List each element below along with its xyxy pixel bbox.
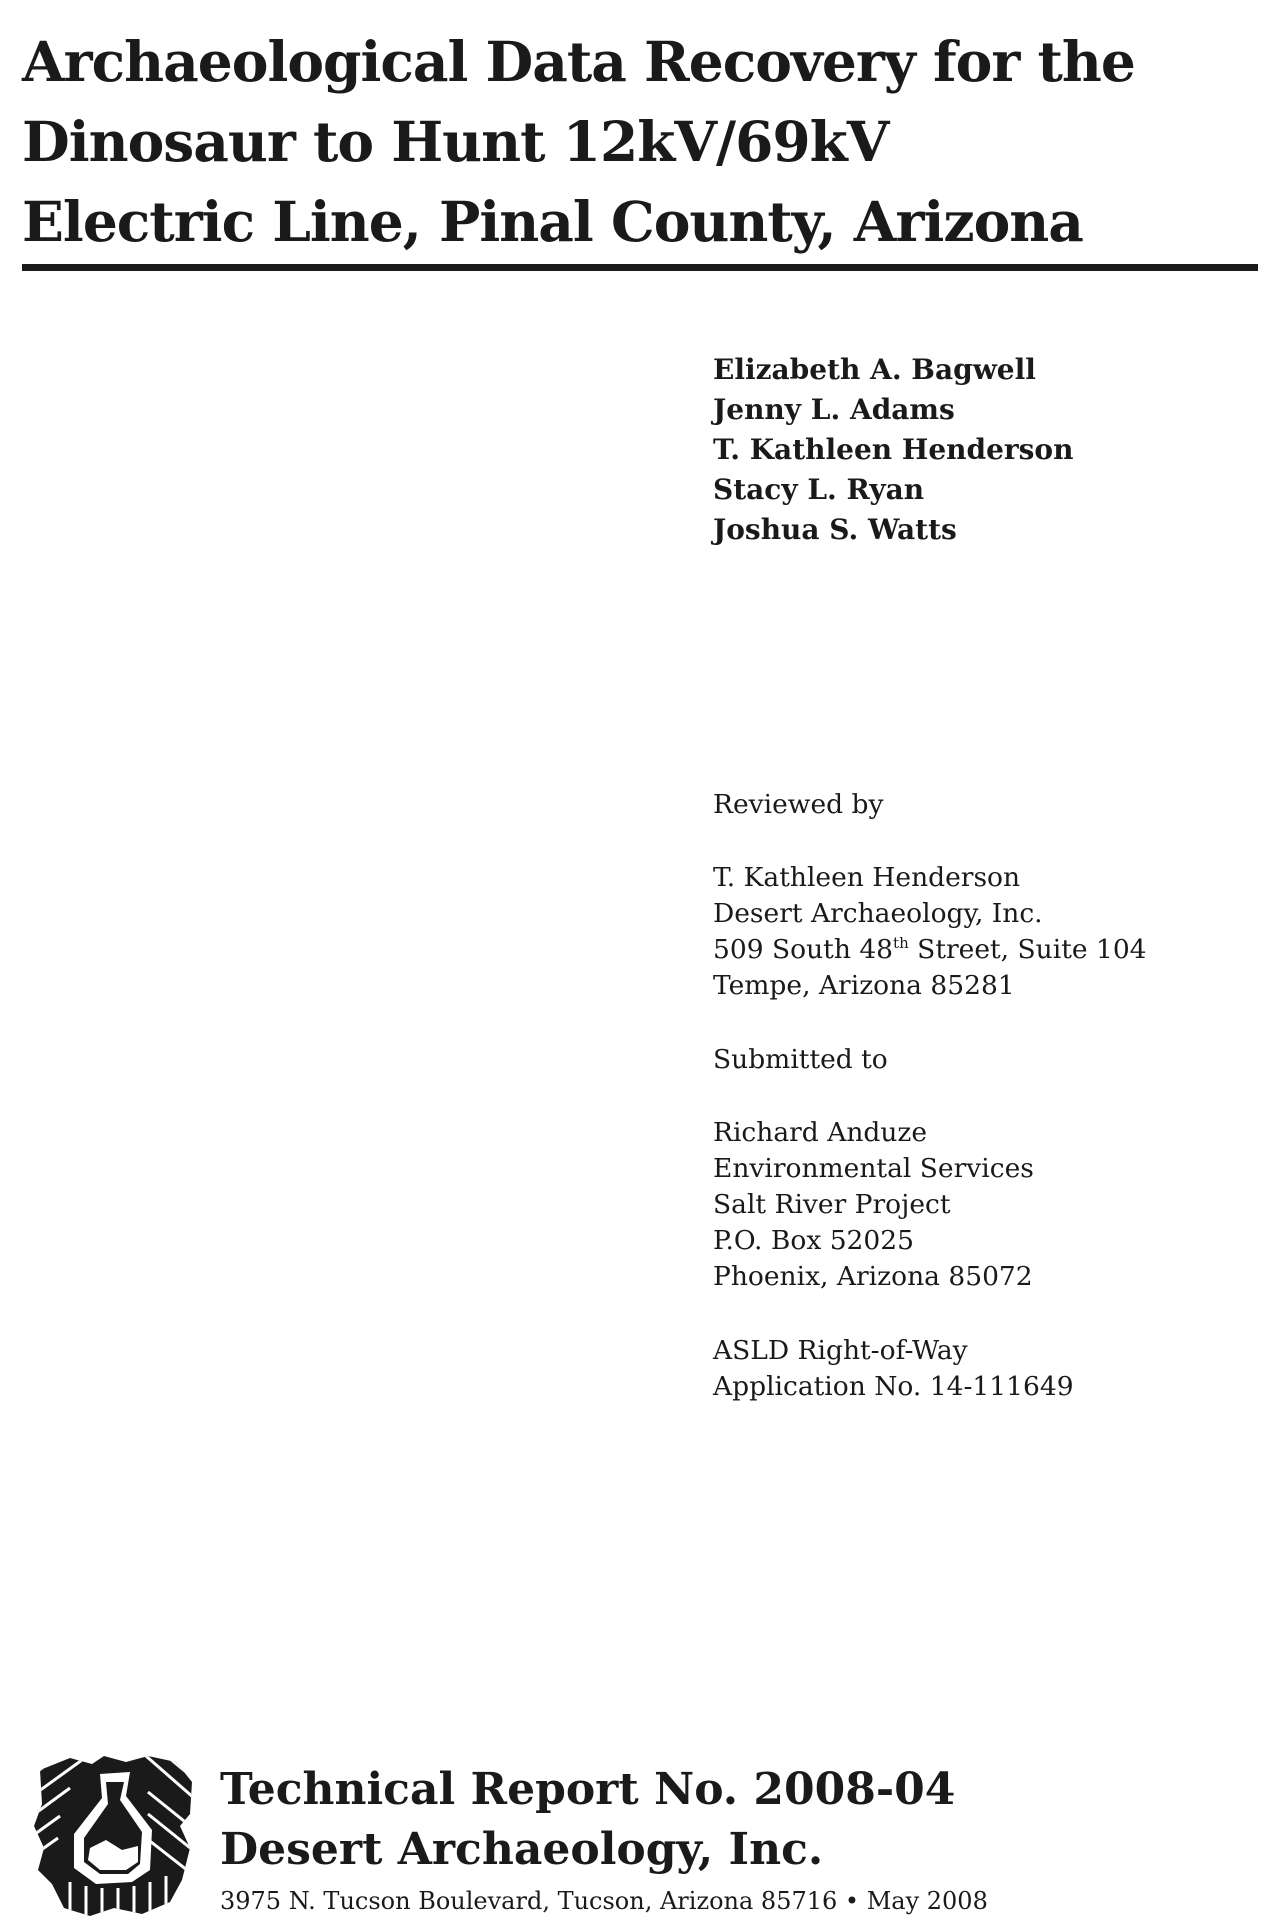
publisher-name: Desert Archaeology, Inc. <box>220 1824 824 1875</box>
application-block <box>713 1333 1074 1405</box>
author-name: Elizabeth A. Bagwell <box>713 353 1036 386</box>
application-line: Application No. 14-111649 <box>713 1371 1074 1402</box>
recipient-line: Richard Anduze <box>713 1117 928 1148</box>
author-name: Jenny L. Adams <box>713 393 955 426</box>
author-list <box>713 350 1073 550</box>
title-line-3: Electric Line, Pinal County, Arizona <box>22 189 1083 254</box>
reviewer-organization: Desert Archaeology, Inc. <box>713 898 1043 929</box>
reviewed-by-label: Reviewed by <box>713 789 884 820</box>
recipient-line: P.O. Box 52025 <box>713 1225 915 1256</box>
desert-archaeology-logo-icon <box>30 1752 198 1918</box>
technical-report-number: Technical Report No. 2008-04 <box>220 1764 956 1815</box>
title-line-1: Archaeological Data Recovery for the <box>22 29 1135 94</box>
street-rest: Street, Suite 104 <box>908 934 1147 965</box>
recipient-line: Phoenix, Arizona 85072 <box>713 1261 1033 1292</box>
reviewer-city: Tempe, Arizona 85281 <box>713 970 1015 1001</box>
author-name: Joshua S. Watts <box>713 513 957 546</box>
title-divider <box>22 264 1258 271</box>
report-title <box>22 22 1252 262</box>
recipient-line: Environmental Services <box>713 1153 1034 1184</box>
reviewer-street-address <box>713 932 1147 968</box>
street-number: 509 South 48 <box>713 934 894 965</box>
title-line-2: Dinosaur to Hunt 12kV/69kV <box>22 109 889 174</box>
reviewer-block <box>713 860 1147 1004</box>
author-name: T. Kathleen Henderson <box>713 433 1074 466</box>
recipient-block <box>713 1115 1034 1295</box>
submitted-to-label: Submitted to <box>713 1044 888 1075</box>
publisher-address-date: 3975 N. Tucson Boulevard, Tucson, Arizona 85716 • May 2008 <box>220 1887 988 1915</box>
application-line: ASLD Right-of-Way <box>713 1335 968 1366</box>
recipient-line: Salt River Project <box>713 1189 951 1220</box>
footer-publisher-block <box>220 1760 988 1918</box>
ordinal-suffix: th <box>893 934 909 953</box>
reviewer-name: T. Kathleen Henderson <box>713 862 1021 893</box>
author-name: Stacy L. Ryan <box>713 473 925 506</box>
